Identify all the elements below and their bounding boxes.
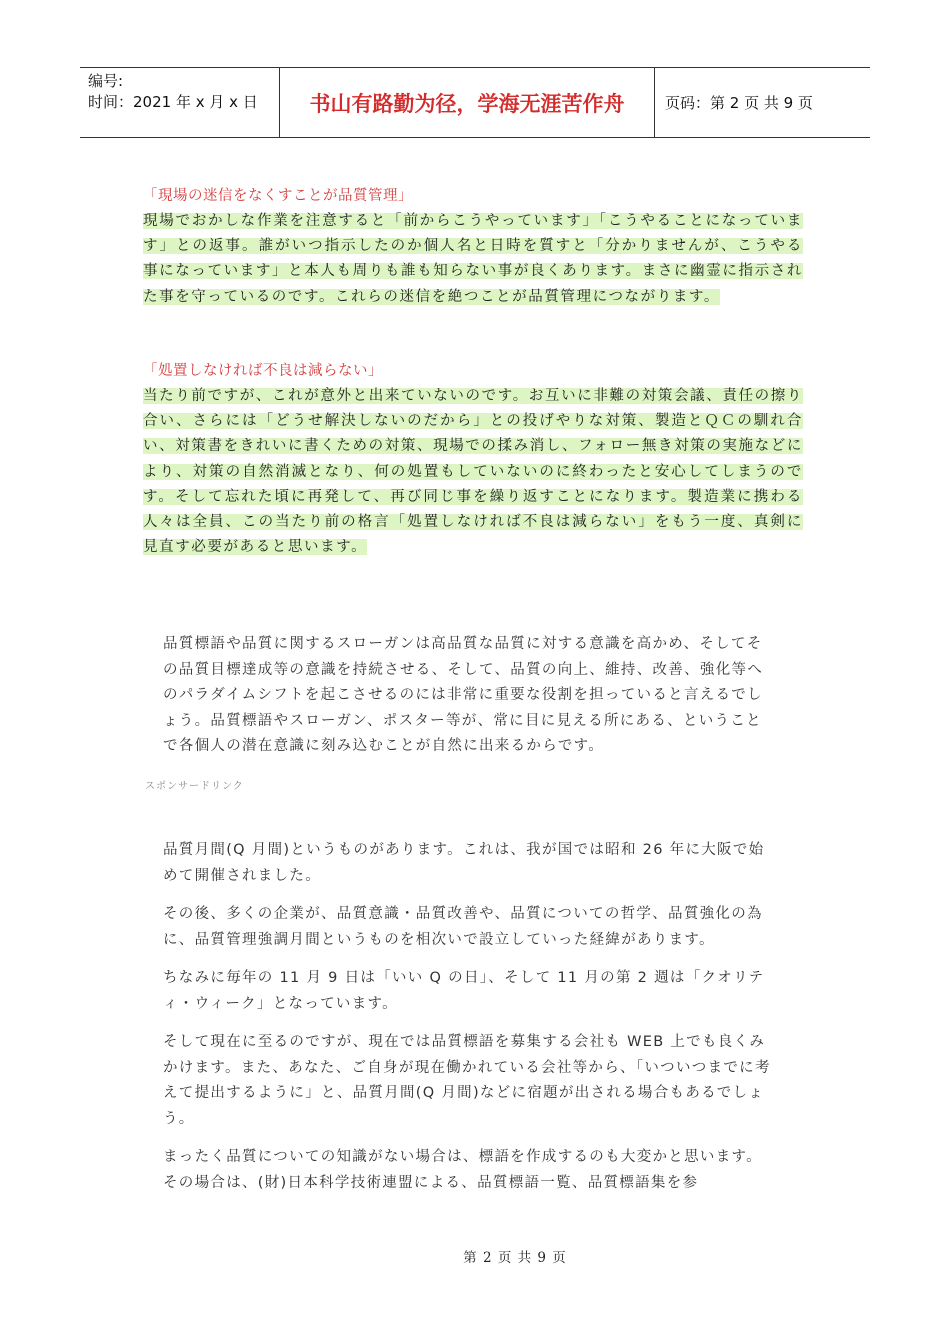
intro-paragraph: 品質標語や品質に関するスローガンは高品質な品質に対する意識を高かめ、そしてその品質目標達成等の意識を持続させる、そして、品質の向上、維持、改善、強化等へのパラダイムシフトを起こさせるのには非常に重要な役割を担っていると言えるでしょう。品質標語やスローガン、ポスター等が、常に目に見える所にある、ということで各個人の潜在意識に刻み込むことが自然に出来るからです。	[163, 636, 764, 754]
section-title: 「現場の迷信をなくすことが品質管理」	[143, 188, 413, 204]
section-superstition	[143, 184, 803, 310]
paragraph: まったく品質についての知識がない場合は、標語を作成するのも大変かと思います。その場合は、(財)日本科学技術連盟による、品質標語一覧、品質標語集を参	[163, 1149, 762, 1191]
time-label: 时间：2021 年 x 月 x 日	[88, 93, 258, 111]
page-footer: 第 2 页 共 9 页	[463, 1250, 567, 1266]
document-header	[80, 67, 870, 138]
sponsored-link-label[interactable]: スポンサードリンク	[145, 781, 244, 792]
article-body	[163, 838, 773, 1209]
paragraph: ちなみに毎年の 11 月 9 日は「いい Q の日」、そして 11 月の第 2 週は「クオリティ・ウィーク」となっています。	[163, 970, 765, 1012]
header-motto: 书山有路勤为径，学海无涯苦作舟	[280, 68, 655, 137]
paragraph: 品質月間(Q 月間)というものがあります。これは、我が国では昭和 26 年に大阪で始めて開催されました。	[163, 842, 765, 884]
header-page-info: 页码：第 2 页 共 9 页	[665, 94, 813, 112]
header-meta	[80, 68, 280, 137]
section-title: 「処置しなければ不良は減らない」	[143, 363, 383, 379]
number-label: 编号:	[88, 72, 124, 90]
paragraph: その後、多くの企業が、品質意識・品質改善や、品質についての哲学、品質強化の為に、品質管理強調月間というものを相次いで設立していった経緯があります。	[163, 906, 763, 948]
section-body: 当たり前ですが、これが意外と出来ていないのです。お互いに非難の対策会議、責任の擦り合い、さらには「どうせ解決しないのだから」との投げやりな対策、製造とＱＣの馴れ合い、対策書をきれいに書くための対策、現場での揉み消し、フォロー無き対策の実施などにより、対策の自然消滅となり、何の処置もしていないのに終わったと安心してしまうのです。そして忘れた頃に再発して、再び同じ事を繰り返すことになります。製造業に携わる人々は全員、この当たり前の格言「処置しなければ不良は減らない」をもう一度、真剣に見直す必要があると思います。	[143, 388, 803, 556]
section-body: 現場でおかしな作業を注意すると「前からこうやっています」「こうやることになっています」との返事。誰がいつ指示したのか個人名と日時を質すと「分かりませんが、こうやる事になっています」と本人も周りも誰も知らない事が良くあります。まさに幽霊に指示された事を守っているのです。これらの迷信を絶つことが品質管理につながります。	[143, 213, 803, 305]
section-treatment	[143, 359, 803, 560]
paragraph: そして現在に至るのですが、現在では品質標語を募集する会社も WEB 上でも良くみかけます。また、あなた、ご自身が現在働かれている会社等から、「いついつまでに考えて提出するように」と、品質月間(Q 月間)などに宿題が出される場合もあるでしょう。	[163, 1034, 771, 1127]
